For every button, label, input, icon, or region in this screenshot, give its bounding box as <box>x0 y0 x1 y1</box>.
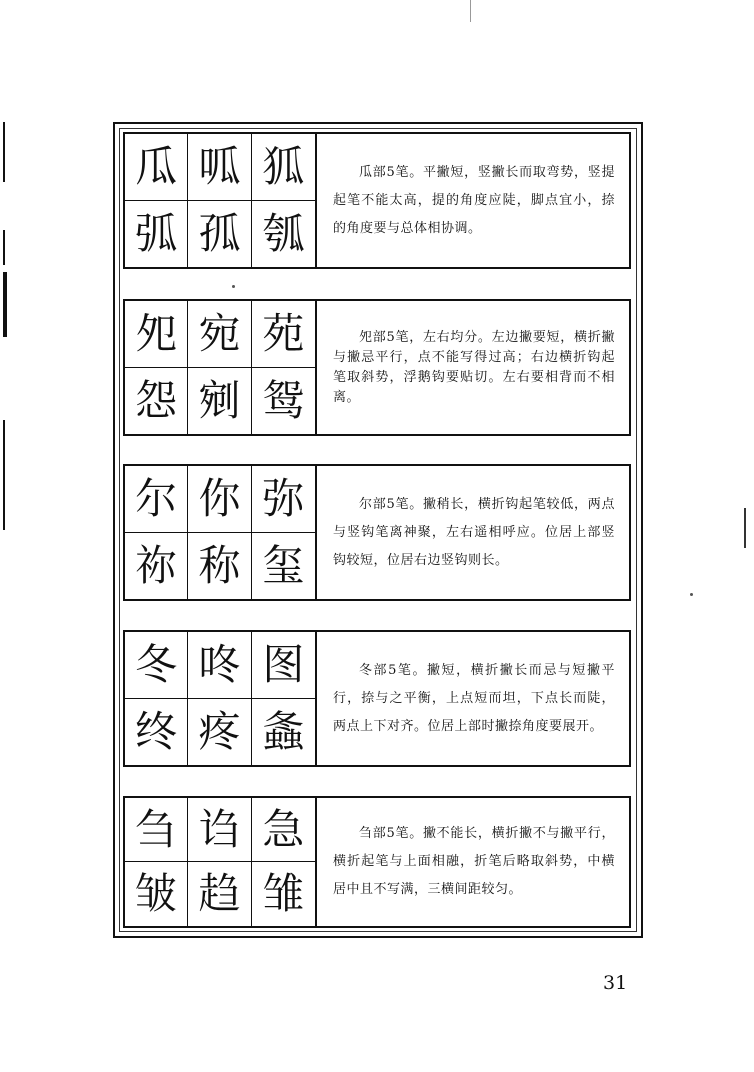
section-dong <box>123 630 631 767</box>
character-cell: 孤 <box>188 201 251 268</box>
scan-mark <box>470 0 471 22</box>
character-cell: 宛 <box>188 301 251 368</box>
character-grid <box>125 466 317 599</box>
character-cell: 尔 <box>125 466 188 533</box>
section-er <box>123 464 631 601</box>
character-cell: 趋 <box>188 862 251 926</box>
practice-sheet-frame <box>113 122 643 938</box>
radical-description: 冬部5笔。撇短，横折撇长而忌与短撇平行，捺与之平衡，上点短而坦，下点长而陡，两点上下对齐。位居上部时撇捺角度要展开。 <box>333 662 615 734</box>
character-grid <box>125 301 317 434</box>
character-grid <box>125 134 317 267</box>
character-cell: 图 <box>252 632 315 699</box>
character-cell: 弧 <box>125 201 188 268</box>
character-grid <box>125 632 317 765</box>
character-cell: 祢 <box>125 533 188 600</box>
character-cell: 螽 <box>262 706 305 756</box>
radical-description: 尔部5笔。撇稍长，横折钩起笔较低，两点与竖钩笔离神聚，左右遥相呼应。位居上部竖钩较短，位居右边竖钩则长。 <box>333 496 615 568</box>
character-cell: 玺 <box>262 540 305 590</box>
character-cell: 刍 <box>125 798 188 862</box>
binding-edge-line <box>3 122 5 182</box>
character-cell: 剜 <box>188 368 251 435</box>
character-grid <box>125 798 317 926</box>
character-cell: 疼 <box>188 699 251 766</box>
scan-mark <box>744 508 746 548</box>
character-cell: 弥 <box>252 466 315 533</box>
character-cell: 急 <box>252 798 315 862</box>
radical-description: 瓜部5笔。平撇短，竖撇长而取弯势，竖提起笔不能太高，提的角度应陡，脚点宜小，捺的角度要与总体相协调。 <box>333 164 615 236</box>
character-cell: 称 <box>188 533 251 600</box>
section-gua <box>123 132 631 269</box>
character-cell: 瓠 <box>262 208 305 258</box>
character-cell: 你 <box>188 466 251 533</box>
character-cell: 咚 <box>188 632 251 699</box>
radical-description: 夗部5笔，左右均分。左边撇要短，横折撇与撇忌平行，点不能写得过高；右边横折钩起笔取斜势，浮鹅钩要贴切。左右要相背而不相离。 <box>333 329 615 405</box>
character-cell: 终 <box>125 699 188 766</box>
character-cell: 冬 <box>125 632 188 699</box>
character-cell: 怨 <box>125 368 188 435</box>
binding-edge-line <box>3 272 7 337</box>
character-cell: 苑 <box>252 301 315 368</box>
scan-dot <box>690 593 693 596</box>
character-cell: 狐 <box>252 134 315 201</box>
section-chu <box>123 796 631 928</box>
character-cell: 雏 <box>262 869 305 918</box>
section-yuan <box>123 299 631 436</box>
binding-edge-line <box>3 420 5 530</box>
character-cell: 鸳 <box>262 375 305 425</box>
radical-description: 刍部5笔。撇不能长，横折撇不与撇平行，横折起笔与上面相融，折笔后略取斜势，中横居中且不写满，三横间距较匀。 <box>333 826 615 897</box>
character-cell: 呱 <box>188 134 251 201</box>
character-cell: 瓜 <box>125 134 188 201</box>
character-cell: 夗 <box>125 301 188 368</box>
character-cell: 诌 <box>188 798 251 862</box>
character-cell: 皱 <box>125 862 188 926</box>
binding-edge-line <box>3 230 5 265</box>
page-number: 31 <box>603 972 628 994</box>
